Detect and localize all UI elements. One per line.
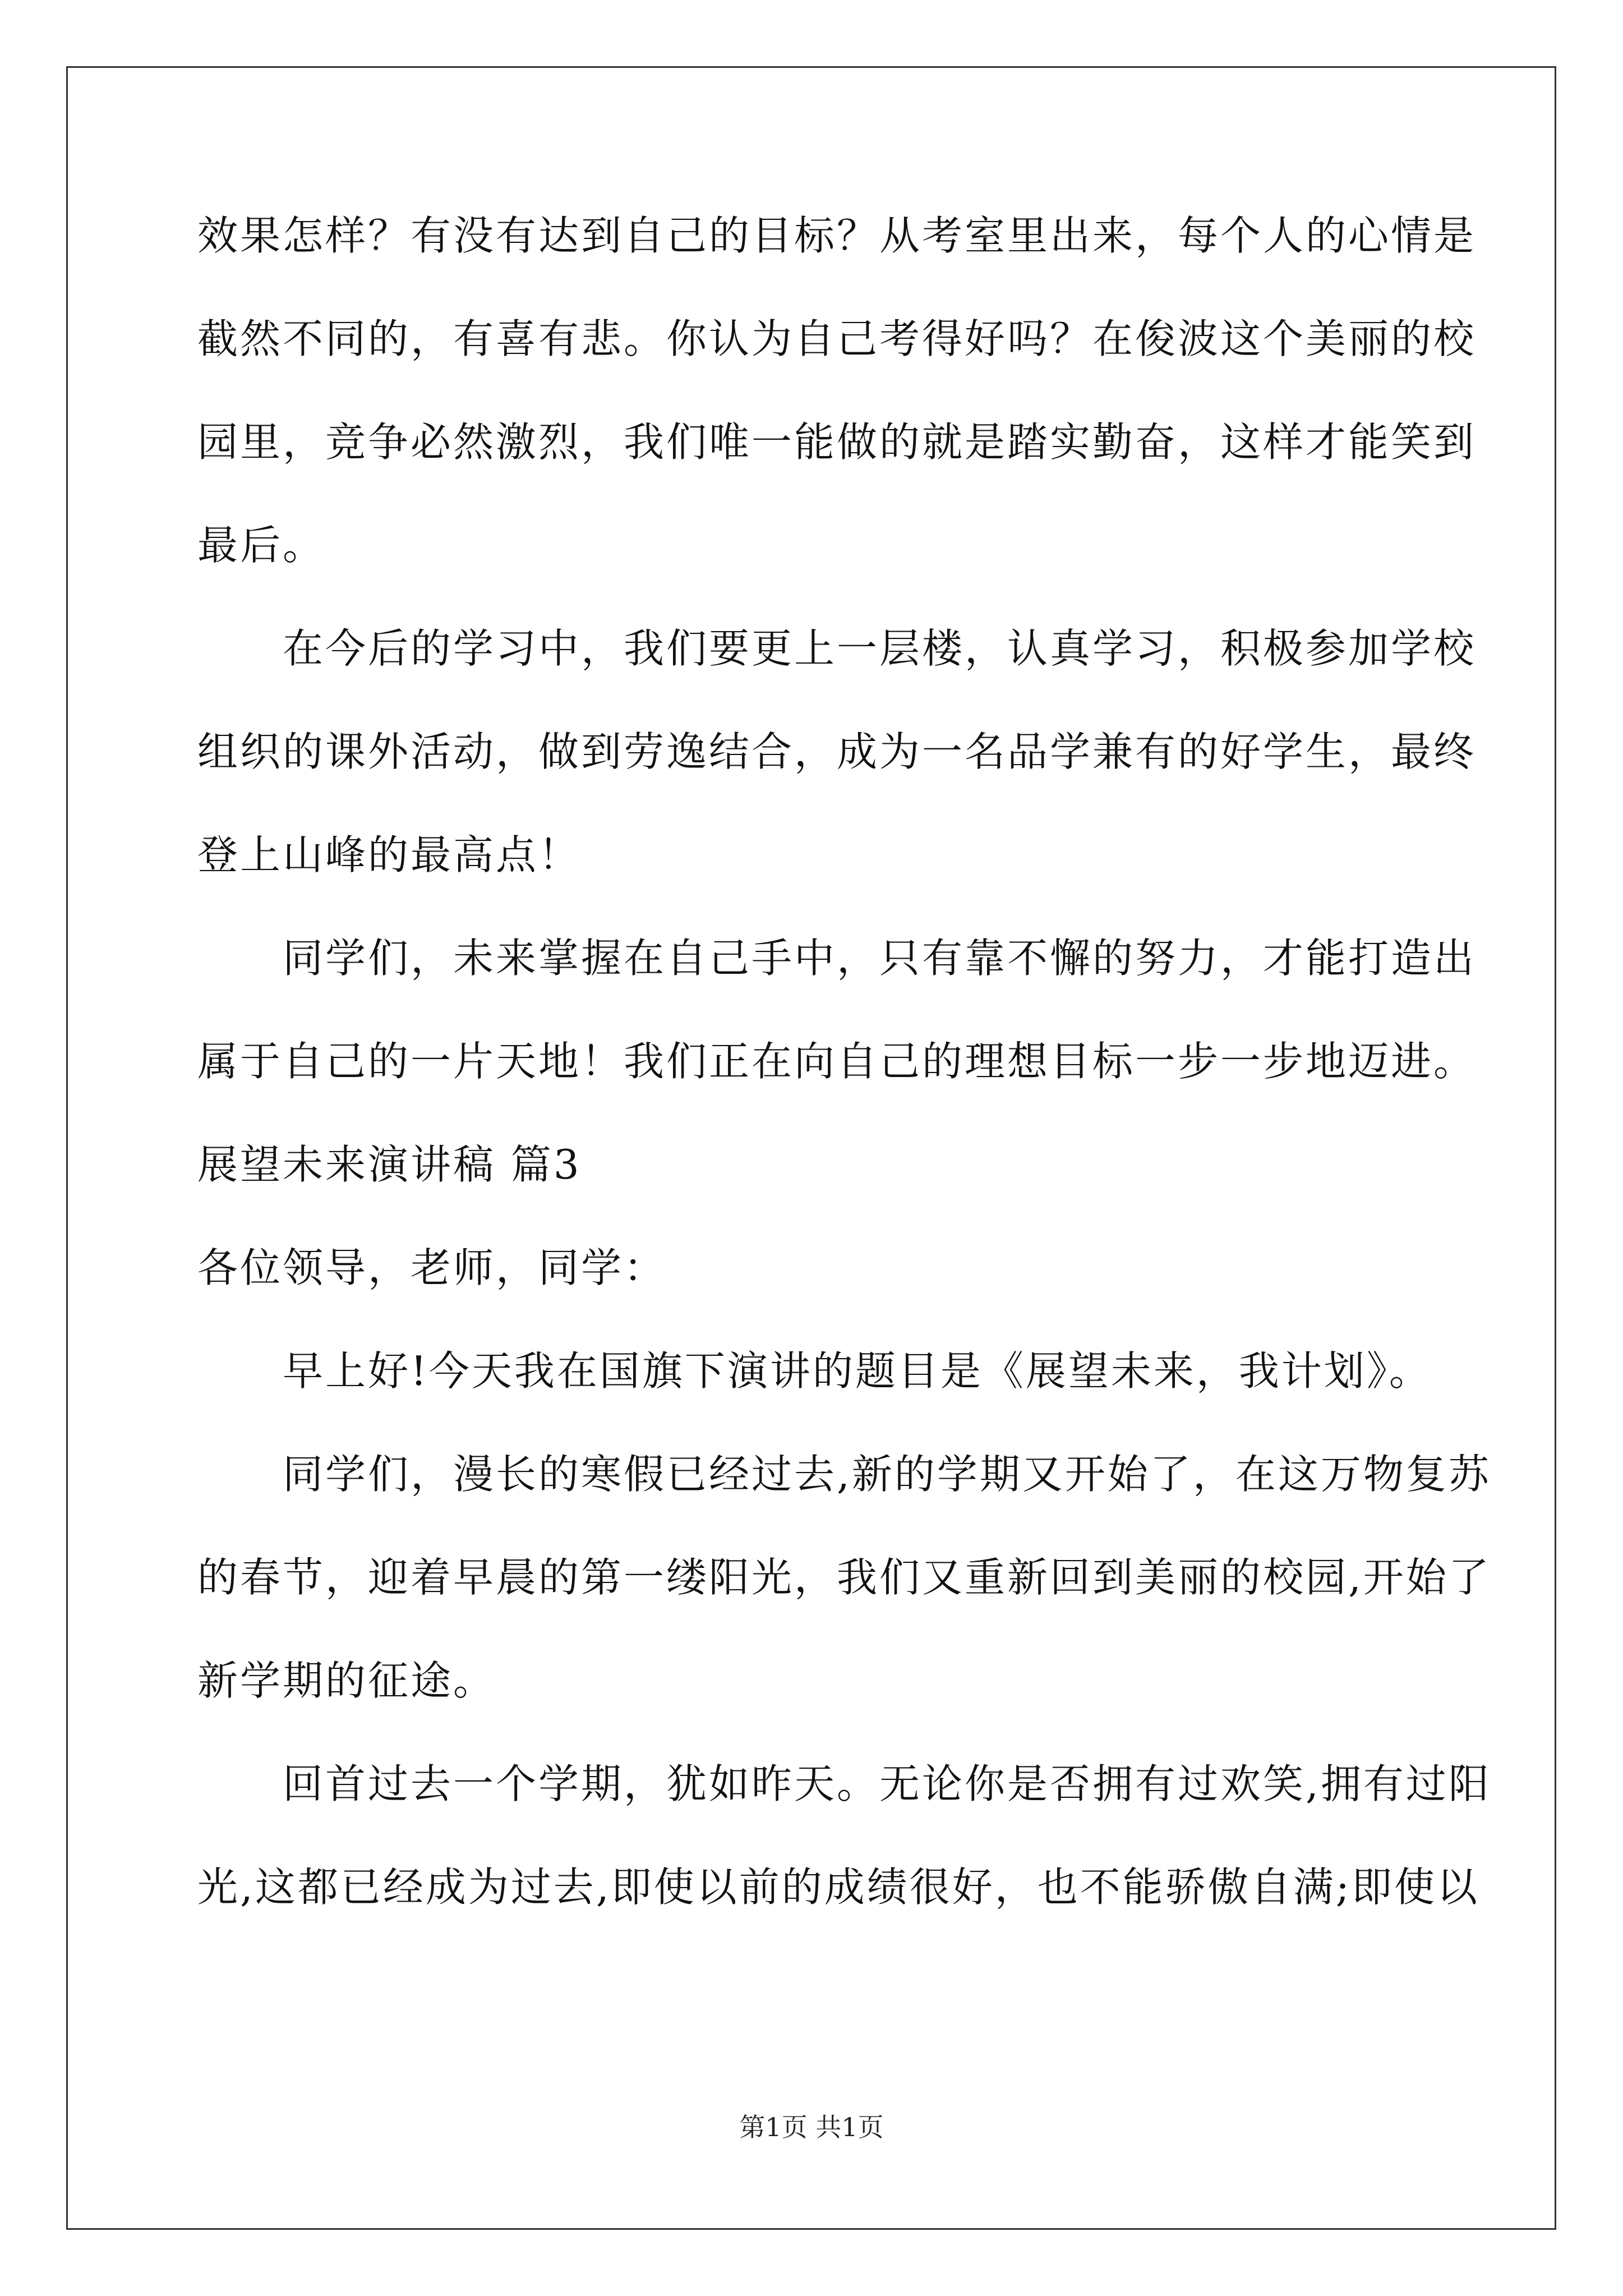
text-line: 回首过去一个学期，犹如昨天。无论你是否拥有过欢笑,拥有过阳 <box>283 1760 1491 1807</box>
text-line: 最后。 <box>197 522 326 569</box>
text-line: 登上山峰的最高点！ <box>197 831 582 878</box>
text-line: 属于自己的一片天地！我们正在向自己的理想目标一步一步地迈进。 <box>197 1038 1477 1085</box>
text-line: 截然不同的，有喜有悲。你认为自己考得好吗？在俊波这个美丽的校 <box>197 315 1477 362</box>
text-line: 的春节，迎着早晨的第一缕阳光，我们又重新回到美丽的校园,开始了 <box>197 1554 1491 1601</box>
text-line: 在今后的学习中，我们要更上一层楼，认真学习，积极参加学校 <box>283 625 1477 672</box>
text-line: 新学期的征途。 <box>197 1657 496 1704</box>
section-heading: 展望未来演讲稿 篇3 <box>197 1141 582 1188</box>
text-line: 园里，竞争必然激烈，我们唯一能做的就是踏实勤奋，这样才能笑到 <box>197 418 1477 466</box>
text-line: 同学们，未来掌握在自己手中，只有靠不懈的努力，才能打造出 <box>283 935 1477 982</box>
text-line: 同学们，漫长的寒假已经过去,新的学期又开始了，在这万物复苏 <box>283 1451 1491 1498</box>
page-footer: 第1页 共1页 <box>739 2112 884 2142</box>
text-line: 早上好!今天我在国旗下演讲的题目是《展望未来，我计划》。 <box>283 1347 1432 1395</box>
salutation: 各位领导，老师，同学： <box>197 1244 667 1291</box>
text-line: 光,这都已经成为过去,即使以前的成绩很好，也不能骄傲自满;即使以 <box>197 1864 1480 1911</box>
text-line: 组织的课外活动，做到劳逸结合，成为一名品学兼有的好学生，最终 <box>197 728 1477 775</box>
text-line: 效果怎样？有没有达到自己的目标？从考室里出来，每个人的心情是 <box>197 212 1477 259</box>
